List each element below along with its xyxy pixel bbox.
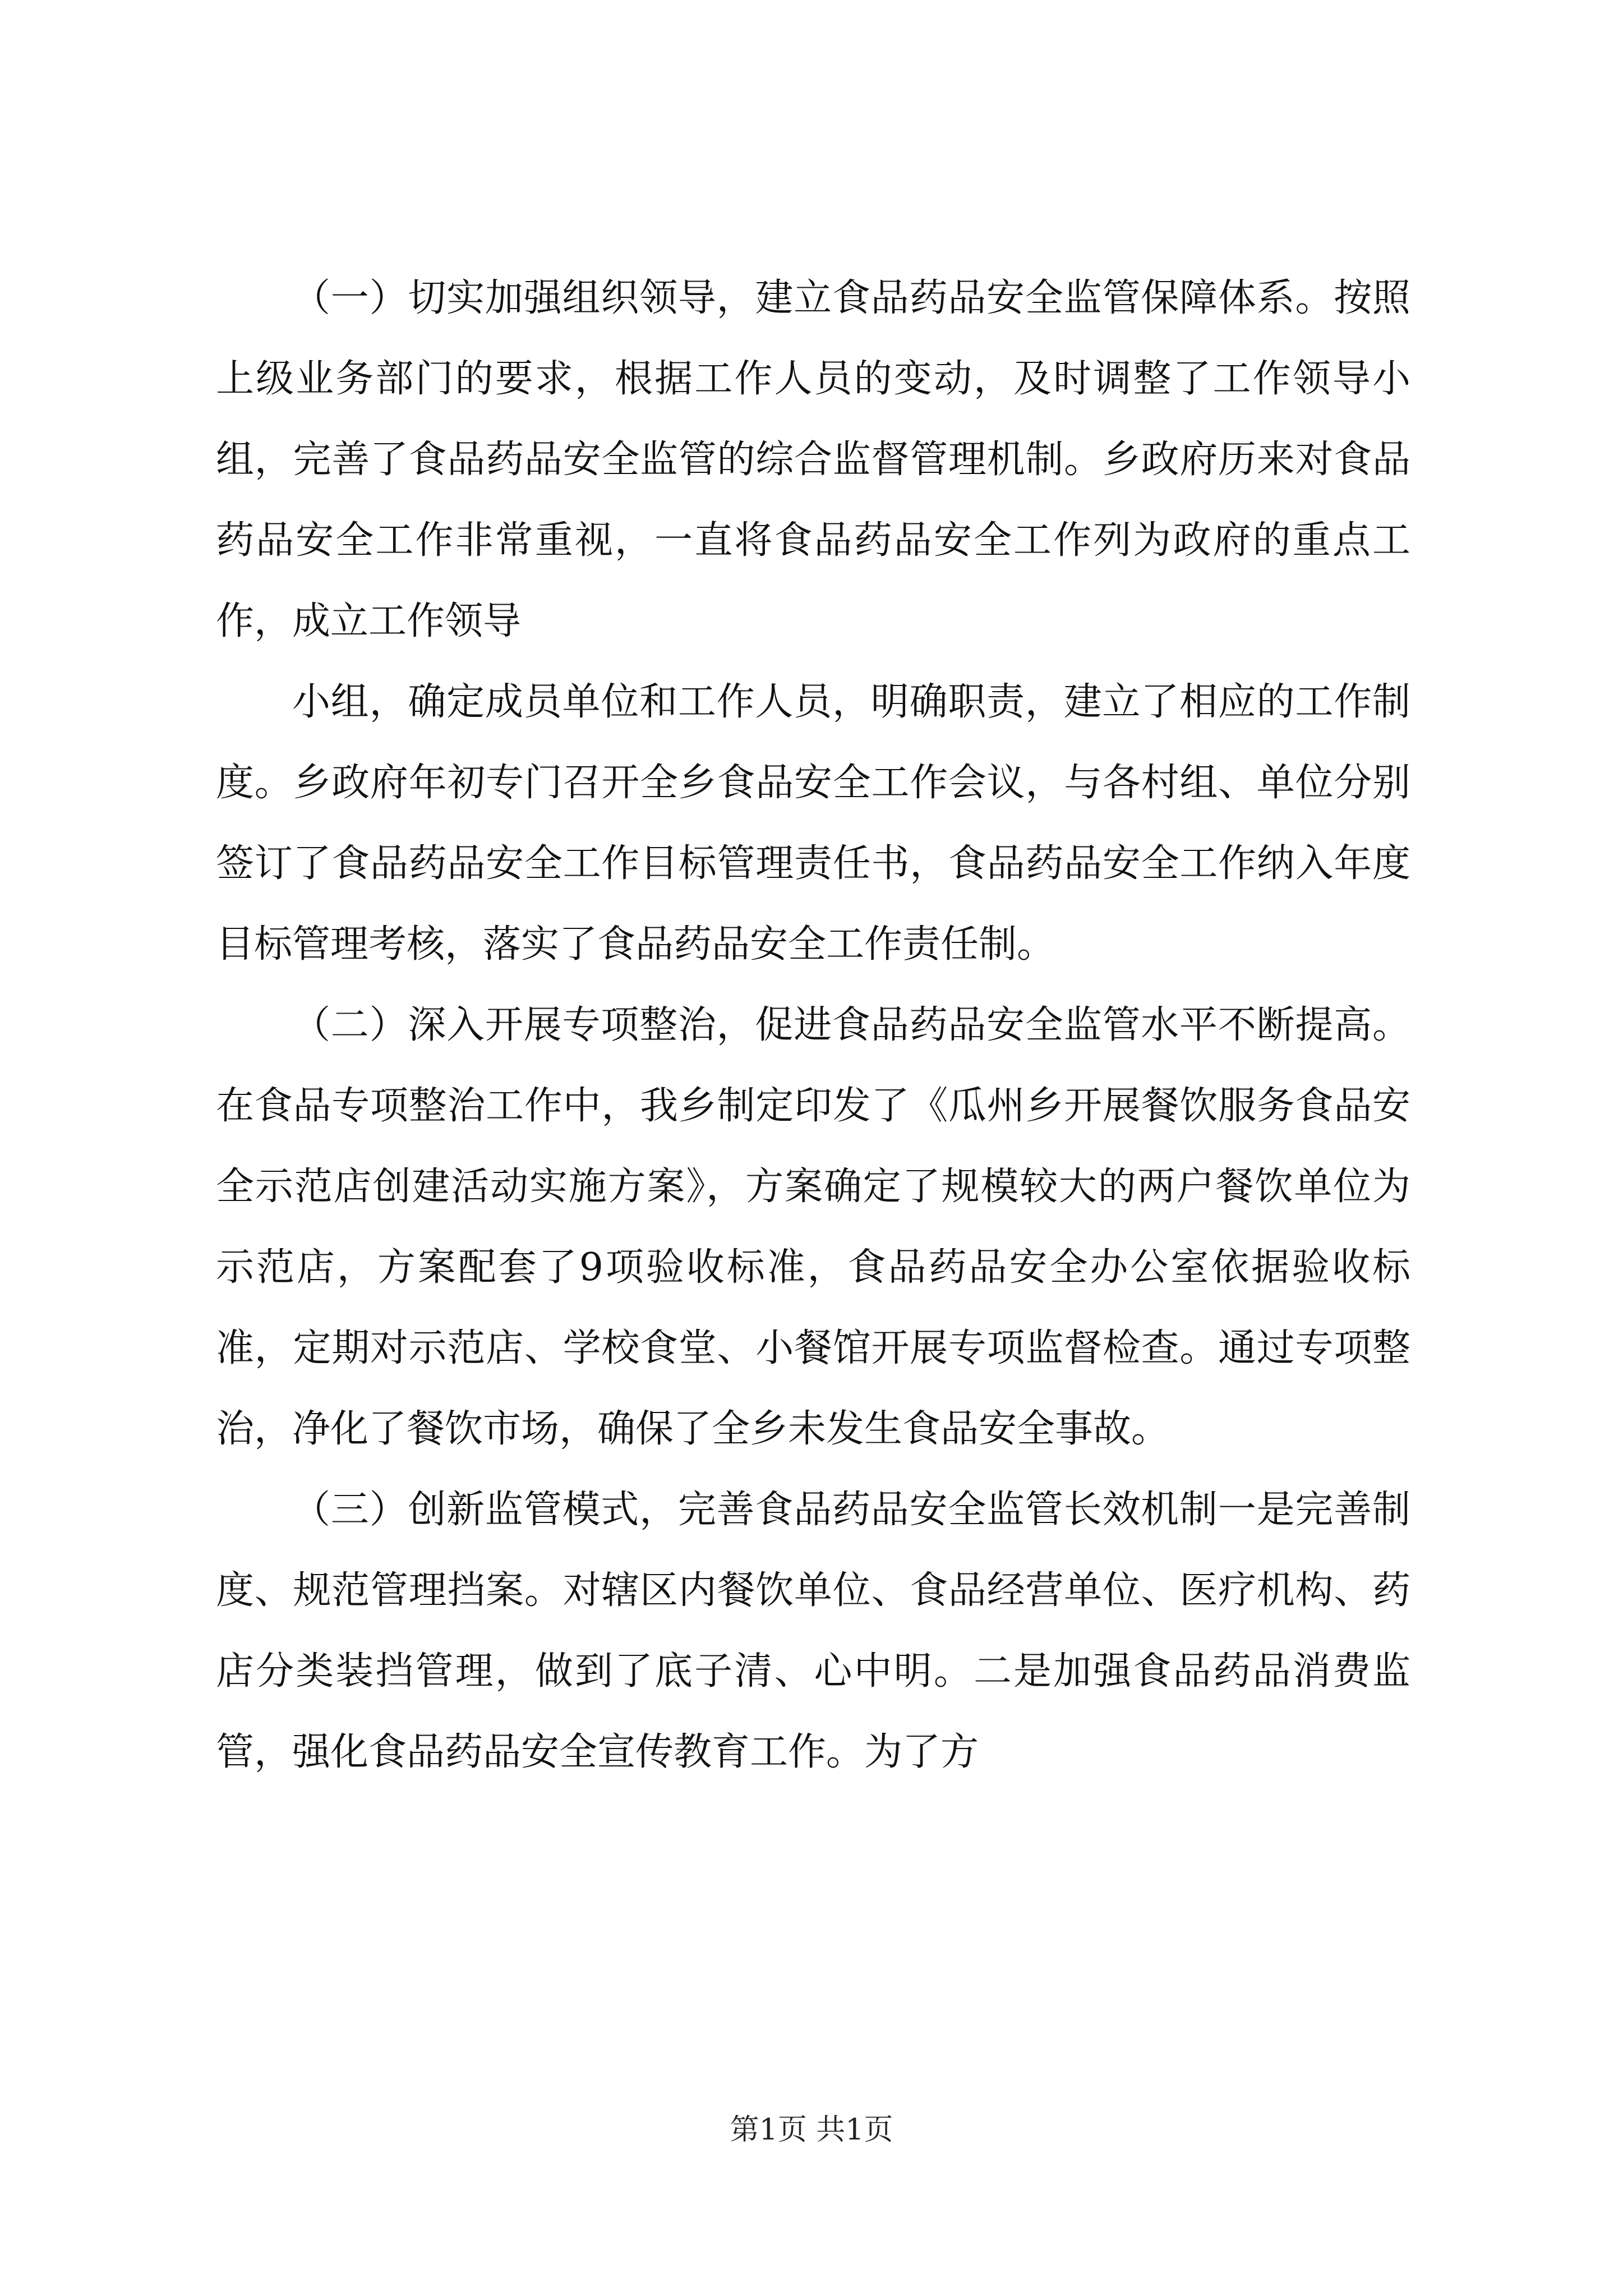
paragraph-1: （一）切实加强组织领导，建立食品药品安全监管保障体系。按照上级业务部门的要求，根据工作人员的变动，及时调整了工作领导小组，完善了食品药品安全监管的综合监督管理机制。乡政府历来对食品药品安全工作非常重视，一直将食品药品安全工作列为政府的重点工作，成立工作领导 [216, 276, 1410, 643]
document-body [216, 258, 1410, 1793]
paragraph-2: 小组，确定成员单位和工作人员，明确职责，建立了相应的工作制度。乡政府年初专门召开全乡食品安全工作会议，与各村组、单位分别签订了食品药品安全工作目标管理责任书，食品药品安全工作纳入年度目标管理考核，落实了食品药品安全工作责任制。 [216, 680, 1410, 967]
paragraph-4: （三）创新监管模式，完善食品药品安全监管长效机制一是完善制度、规范管理挡案。对辖区内餐饮单位、食品经营单位、医疗机构、药店分类装挡管理，做到了底子清、心中明。二是加强食品药品消费监管，强化食品药品安全宣传教育工作。为了方 [216, 1488, 1410, 1774]
paragraph-3: （二）深入开展专项整治，促进食品药品安全监管水平不断提高。在食品专项整治工作中，我乡制定印发了《瓜州乡开展餐饮服务食品安全示范店创建活动实施方案》，方案确定了规模较大的两户餐饮单位为示范店，方案配套了9项验收标准，食品药品安全办公室依据验收标准，定期对示范店、学校食堂、小餐馆开展专项监督检查。通过专项整治，净化了餐饮市场，确保了全乡未发生食品安全事故。 [216, 1003, 1410, 1451]
page-footer: 第1页 共1页 [730, 2113, 893, 2147]
